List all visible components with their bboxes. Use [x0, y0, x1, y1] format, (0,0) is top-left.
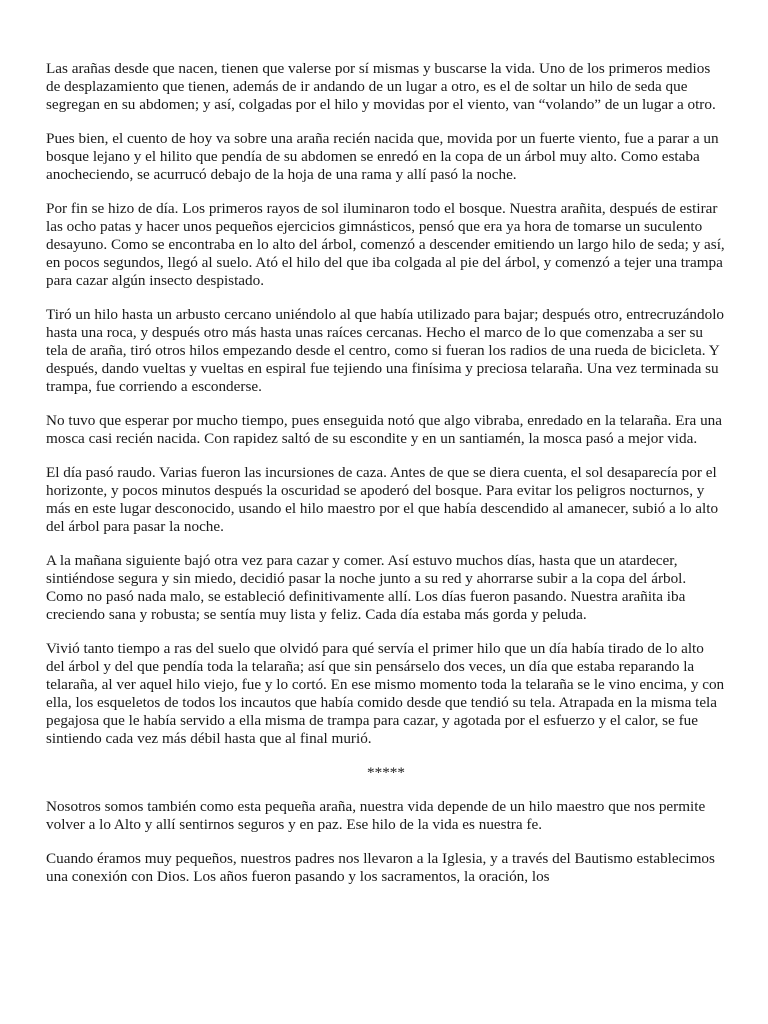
- paragraph-6: El día pasó raudo. Varias fueron las incursiones de caza. Antes de que se diera cuenta, el sol desaparecía por el horizonte, y pocos minutos después la oscuridad se apoderó del bosque. Para evitar los peligros nocturnos, y más en este lugar desconocido, usando el hilo maestro por el que había descendido al amanecer, subió a lo alto del árbol para pasar la noche.: [46, 464, 719, 535]
- paragraph-3: Por fin se hizo de día. Los primeros rayos de sol iluminaron todo el bosque. Nuestra arañita, después de estirar las ocho patas y hacer unos pequeños ejercicios gimnásticos, pensó que era ya hora de tomarse un suculento desayuno. Como se encontraba en lo alto del árbol, comenzó a descender emitiendo un largo hilo de seda; y así, en pocos segundos, llegó al suelo. Ató el hilo del que iba colgada al pie del árbol, y comenzó a tejer una trampa para cazar algún insecto despistado.: [46, 200, 725, 289]
- paragraph-1: Las arañas desde que nacen, tienen que valerse por sí mismas y buscarse la vida. Uno de los primeros medios de desplazamiento que tienen, además de ir andando de un lugar a otro, es el de soltar un hilo de seda que segregan en su abdomen; y así, colgadas por el hilo y movidas por el viento, van “volando” de un lugar a otro.: [46, 60, 716, 113]
- paragraph-8: Vivió tanto tiempo a ras del suelo que olvidó para qué servía el primer hilo que un día había tirado de lo alto del árbol y del que pendía toda la telaraña; así que sin pensárselo dos veces, un día que estaba reparando la telaraña, al ver aquel hilo viejo, fue y lo cortó. En ese mismo momento toda la telaraña se le vino encima, y con ella, los esqueletos de todos los incautos que había comido desde que tendió su tela. Atrapada en la misma tela pegajosa que le había servido a ella misma de trampa para cazar, y agotada por el esfuerzo y el calor, se fue sintiendo cada vez más débil hasta que al final murió.: [46, 640, 725, 747]
- paragraph-10: Cuando éramos muy pequeños, nuestros padres nos llevaron a la Iglesia, y a través del Bautismo establecimos una conexión con Dios. Los años fueron pasando y los sacramentos, la oración, los: [46, 850, 715, 885]
- document-body: [46, 60, 726, 902]
- paragraph-9: Nosotros somos también como esta pequeña araña, nuestra vida depende de un hilo maestro que nos permite volver a lo Alto y allí sentirnos seguros y en paz. Ese hilo de la vida es nuestra fe.: [46, 798, 706, 833]
- section-separator: *****: [367, 764, 405, 781]
- paragraph-4: Tiró un hilo hasta un arbusto cercano uniéndolo al que había utilizado para bajar; después otro, entrecruzándolo hasta una roca, y después otro más hasta unas raíces cercanas. Hecho el marco de lo que comenzaba a ser su tela de araña, tiró otros hilos empezando desde el centro, como si fueran los radios de una rueda de bicicleta. Y después, dando vueltas y vueltas en espiral fue tejiendo una finísima y preciosa telaraña. Una vez terminada su trampa, fue corriendo a esconderse.: [46, 306, 725, 395]
- paragraph-2: Pues bien, el cuento de hoy va sobre una araña recién nacida que, movida por un fuerte viento, fue a parar a un bosque lejano y el hilito que pendía de su abdomen se enredó en la copa de un árbol muy alto. Como estaba anocheciendo, se acurrucó debajo de la hoja de una rama y allí pasó la noche.: [46, 130, 719, 183]
- paragraph-7: A la mañana siguiente bajó otra vez para cazar y comer. Así estuvo muchos días, hasta que un atardecer, sintiéndose segura y sin miedo, decidió pasar la noche junto a su red y ahorrarse subir a la copa del árbol. Como no pasó nada malo, se estableció definitivamente allí. Los días fueron pasando. Nuestra arañita iba creciendo sana y robusta; se sentía muy lista y feliz. Cada día estaba más gorda y peluda.: [46, 552, 687, 623]
- paragraph-5: No tuvo que esperar por mucho tiempo, pues enseguida notó que algo vibraba, enredado en la telaraña. Era una mosca casi recién nacida. Con rapidez saltó de su escondite y en un santiamén, la mosca pasó a mejor vida.: [46, 412, 723, 447]
